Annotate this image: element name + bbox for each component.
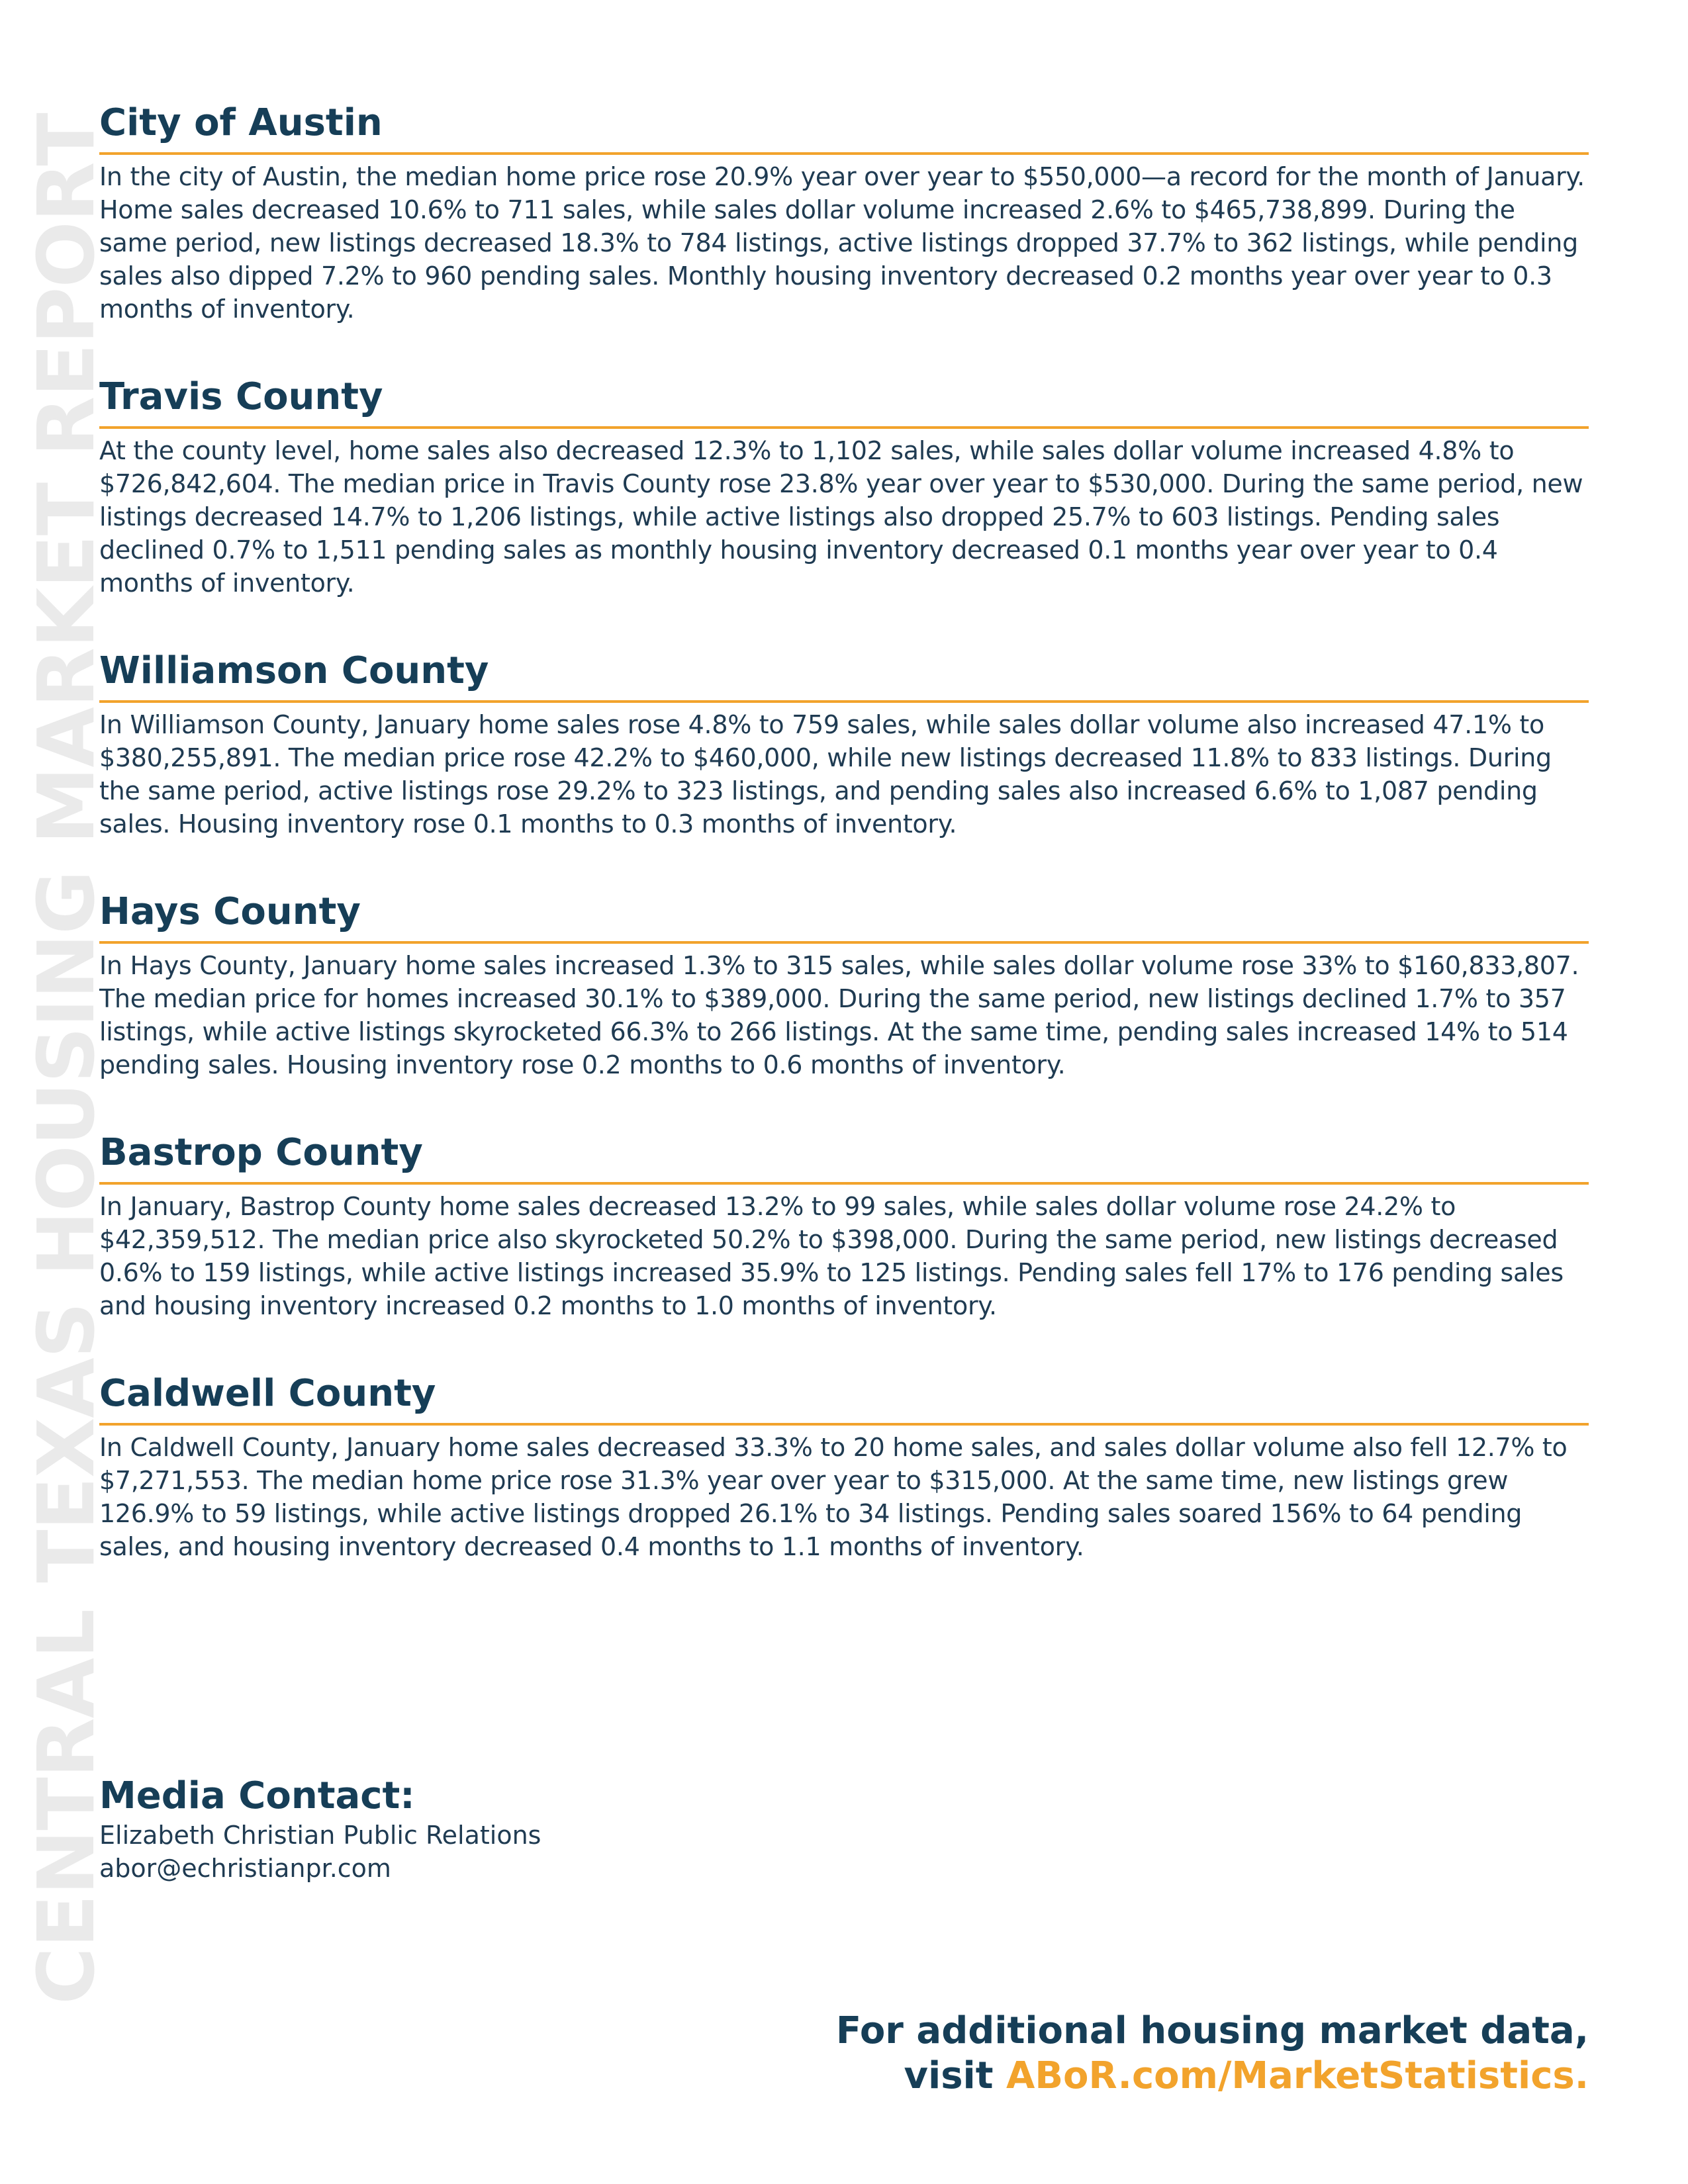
section-body: In the city of Austin, the median home price rose 20.9% year over year to $550,000—a record for the month of January. Home sales decreased 10.6% to 711 sales, while sales dollar volume increased 2.6% to $465,738,899. During the same period, new listings decreased 18.3% to 784 listings, active listings dropped 37.7% to 362 listings, while pending sales also dipped 7.2% to 960 pending sales. Monthly housing inventory decreased 0.2 months year over year to 0.3 months of inventory. [99, 162, 1585, 324]
report-content [99, 99, 1589, 1611]
section-travis-county [99, 373, 1589, 600]
section-bastrop-county [99, 1129, 1589, 1322]
section-williamson-county [99, 647, 1589, 841]
footer-line-1: For additional housing market data, [835, 2009, 1589, 2052]
footer-cta [836, 2009, 1589, 2099]
footer-line-2 [836, 2054, 1589, 2099]
media-contact-email[interactable]: abor@echristianpr.com [99, 1854, 391, 1883]
media-contact [99, 1774, 894, 1885]
section-body: In Williamson County, January home sales rose 4.8% to 759 sales, while sales dollar volume also increased 47.1% to $380,255,891. The median price rose 42.2% to $460,000, while new listings decreased 11.8% to 833 listings. During the same period, active listings rose 29.2% to 323 listings, and pending sales also increased 6.6% to 1,087 pending sales. Housing inventory rose 0.1 months to 0.3 months of inventory. [99, 710, 1552, 839]
section-title: City of Austin [99, 99, 1589, 155]
section-title: Bastrop County [99, 1129, 1589, 1185]
section-body: In Hays County, January home sales increased 1.3% to 315 sales, while sales dollar volume rose 33% to $160,833,807. The median price for homes increased 30.1% to $389,000. During the same period, new listings declined 1.7% to 357 listings, while active listings skyrocketed 66.3% to 266 listings. At the same time, pending sales increased 14% to 514 pending sales. Housing inventory rose 0.2 months to 0.6 months of inventory. [99, 951, 1579, 1079]
section-body: In January, Bastrop County home sales decreased 13.2% to 99 sales, while sales dollar volume rose 24.2% to $42,359,512. The median price also skyrocketed 50.2% to $398,000. During the same period, new listings decreased 0.6% to 159 listings, while active listings increased 35.9% to 125 listings. Pending sales fell 17% to 176 pending sales and housing inventory increased 0.2 months to 1.0 months of inventory. [99, 1192, 1564, 1320]
section-body: At the county level, home sales also decreased 12.3% to 1,102 sales, while sales dollar volume increased 4.8% to $726,842,604. The median price in Travis County rose 23.8% year over year to $530,000. During the same period, new listings decreased 14.7% to 1,206 listings, while active listings also dropped 25.7% to 603 listings. Pending sales declined 0.7% to 1,511 pending sales as monthly housing inventory decreased 0.1 months year over year to 0.4 months of inventory. [99, 436, 1583, 598]
footer-visit-text: visit [904, 2054, 1007, 2097]
section-title: Williamson County [99, 647, 1589, 703]
section-title: Caldwell County [99, 1370, 1589, 1426]
media-contact-organization: Elizabeth Christian Public Relations [99, 1821, 541, 1850]
side-banner-text: CENTRAL TEXAS HOUSING MARKET REPORT [21, 113, 112, 2005]
section-title: Hays County [99, 888, 1589, 944]
section-caldwell-county [99, 1370, 1589, 1563]
section-city-of-austin [99, 99, 1589, 326]
section-body: In Caldwell County, January home sales decreased 33.3% to 20 home sales, and sales dollar volume also fell 12.7% to $7,271,553. The median home price rose 31.3% year over year to $315,000. At the same time, new listings grew 126.9% to 59 listings, while active listings dropped 26.1% to 34 listings. Pending sales soared 156% to 64 pending sales, and housing inventory decreased 0.4 months to 1.1 months of inventory. [99, 1433, 1568, 1561]
section-hays-county [99, 888, 1589, 1081]
media-contact-heading: Media Contact: [99, 1774, 415, 1817]
market-statistics-link[interactable]: ABoR.com/MarketStatistics. [1006, 2054, 1589, 2097]
section-title: Travis County [99, 373, 1589, 429]
